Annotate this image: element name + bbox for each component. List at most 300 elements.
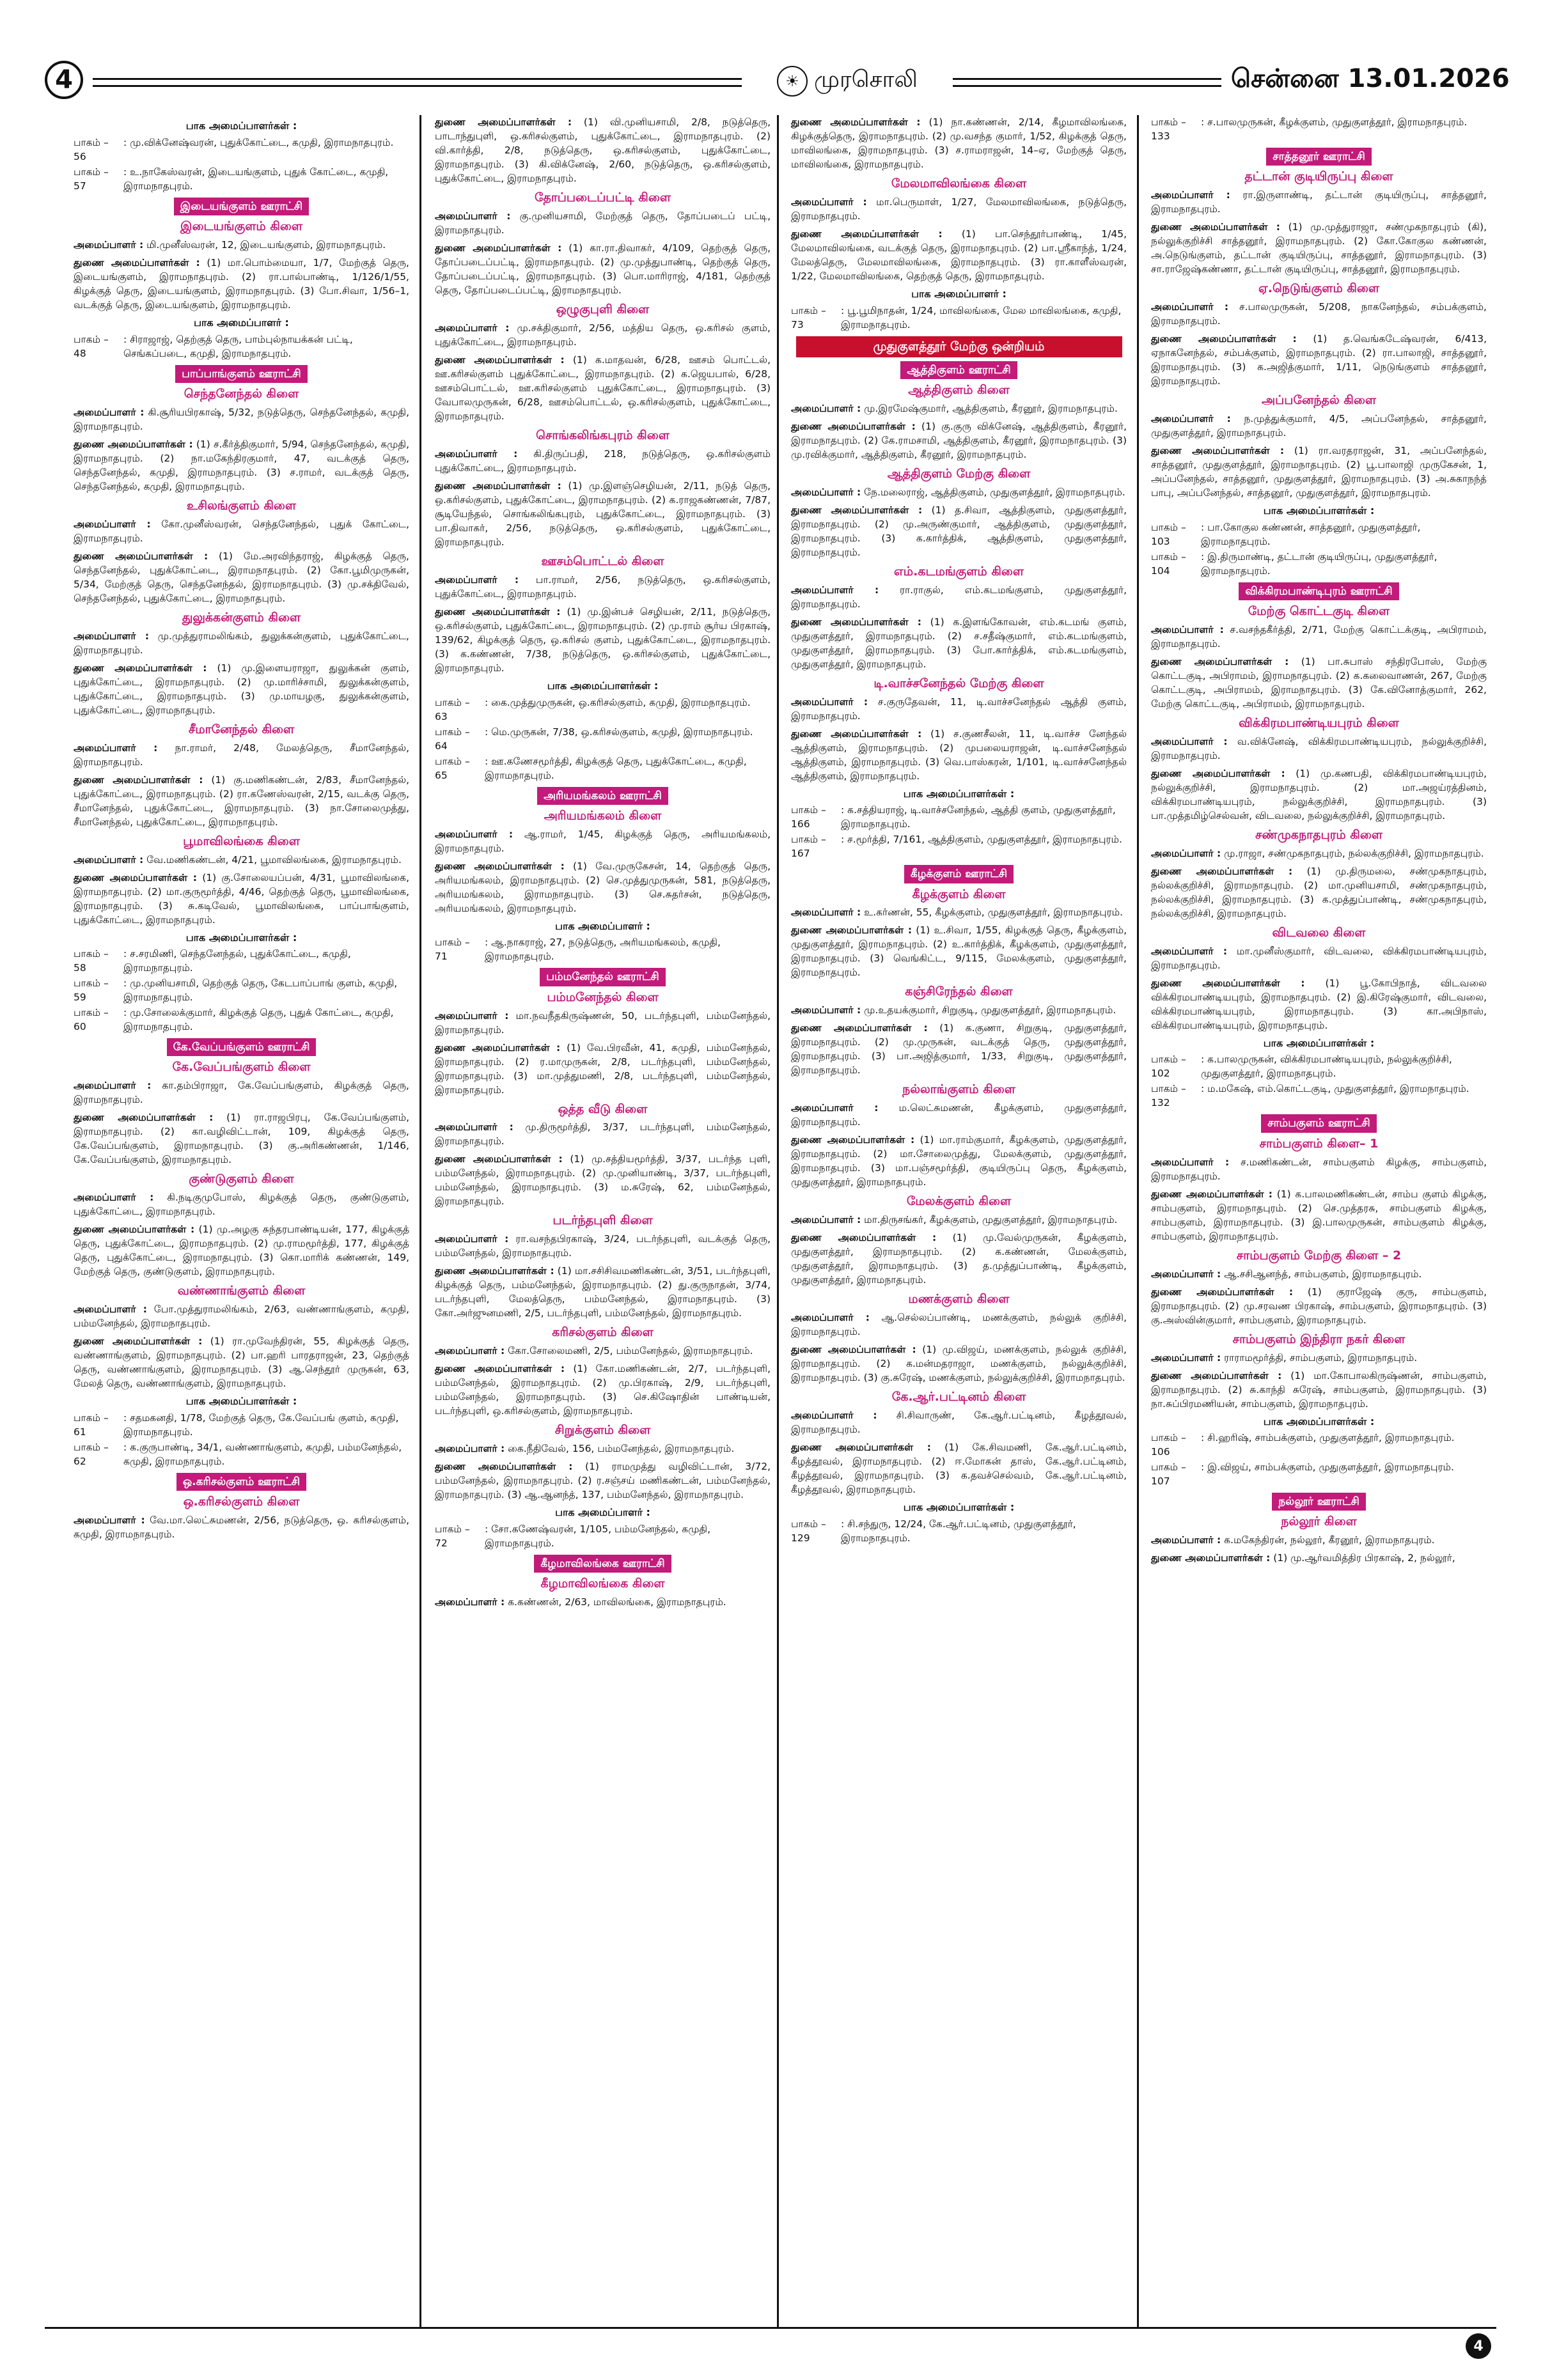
booth-heading: பாக அமைப்பாளர்கள் : [903, 787, 1015, 800]
role-label: அமைப்பாளர் : [791, 906, 861, 919]
role-label: துணை அமைப்பாளர்கள் : [791, 727, 922, 740]
booth-row [74, 947, 409, 975]
booth-row [435, 935, 771, 963]
organizer-entry [435, 1459, 771, 1502]
branch-heading: டி.வாச்சனேந்தல் மேற்கு கிளை [873, 676, 1044, 690]
organizer-details: (1) மா.சசிசிவமணிகண்டன், 3/51, படர்ந்தபுளி, கிழக்குத் தெரு, பம்மனேந்தல், இராமநாதபுரம். (2) து.குருநாதன், 3/74, படர்ந்தபுளி, மேலத்தெரு, பம்மனேந்தல், இராமநாதபுரம். (3) கோ.அர்ஜுனமணி, 2/5, படர்ந்தபுளி, பம்மனேந்தல், இராமநாதபுரம். [435, 1265, 771, 1319]
booth-organizer: : இ.விஜய், சாம்பக்குளம், முதுகுளத்தூர், இராமநாதபுரம். [1201, 1461, 1454, 1474]
branch-heading: நல்லூர் கிளை [1281, 1514, 1357, 1529]
role-label: அமைப்பாளர் : [1151, 301, 1229, 313]
booth-organizers-block [1151, 1415, 1487, 1489]
booth-number: பாகம் – 104 [1151, 550, 1186, 577]
booth-organizer: : ம.மகேஷ், எம்.கொட்டகுடி, முதுகுளத்தூர், இராமநாதபுரம். [1201, 1083, 1469, 1095]
footer-page-number: 4 [1466, 2333, 1491, 2359]
organizer-entry [791, 1133, 1127, 1189]
booth-row [435, 725, 771, 753]
booth-organizer: : சதமகனதி, 1/78, மேற்குத் தெரு, கே.வேப்பங் குளம், கமுதி, இராமநாதபுரம். [123, 1412, 399, 1438]
branch-heading: கே.ஆர்.பட்டினம் கிளை [891, 1390, 1026, 1404]
booth-row [1151, 115, 1487, 143]
booth-organizer: : மெ.முருகன், 7/38, ஒ.கரிசல்குளம், கமுதி, இராமநாதபுரம். [485, 726, 753, 738]
branch-heading: பம்மனேந்தல் கிளை [547, 990, 659, 1004]
organizer-details: (1) மு.சத்தியமூர்த்தி, 3/37, படர்ந்த புளி, பம்மனேந்தல், இராமநாதபுரம். (2) மு.முனியாண்டி, 3/37, படர்ந்தபுளி, பம்மனேந்தல், இராமநாதபுரம். (3) ம.சுரேஷ், 62, பம்மனேந்தல், இராமநாதபுரம். [435, 1153, 771, 1208]
organizer-details: (1) மு.கணபதி, விக்கிரமபாண்டியபுரம், நல்லுக்குறிச்சி, இராமநாதபுரம். (2) மா.அஜய்ரத்தினம், விக்கிரமபாண்டியபுரம், நல்லுக்குறிச்சி, இராமநாதபுரம். (3) பா.முத்தமிழ்செல்வன், விடவலை, நல்லுக்குறிச்சி, இராமநாதபுரம். [1151, 767, 1487, 821]
role-label: துணை அமைப்பாளர்கள் : [435, 1041, 561, 1054]
booth-row [74, 332, 409, 361]
organizer-details: கா.தம்பிராஜா, கே.வேப்பங்குளம், கிழக்குத் தெரு, இராமநாதபுரம். [74, 1080, 409, 1106]
role-label: அமைப்பாளர் : [74, 238, 144, 251]
booth-heading: பாக அமைப்பாளர்கள் : [547, 679, 659, 692]
organizer-details: (1) க.குணா, சிறுகுடி, முதுகுளத்தூர், இராமநாதபுரம். (2) மு.முருகன், வடக்குத் தெரு, முதுகுளத்தூர், இராமநாதபுரம். (3) பா.அஜித்குமார், 1/33, சிறுகுடி, முதுகுளத்தூர், இராமநாதபுரம். [791, 1022, 1127, 1077]
organizer-entry [435, 573, 771, 601]
booth-heading: பாக அமைப்பாளர் : [555, 919, 650, 932]
organizer-entry [435, 1009, 771, 1037]
organizer-entry [435, 1442, 771, 1456]
organizer-entry [791, 1440, 1127, 1497]
role-label: அமைப்பாளர் : [74, 1303, 148, 1316]
branch-heading: விடவலை கிளை [1272, 925, 1366, 940]
organizer-entry [1151, 976, 1487, 1032]
branch-heading: ஒ.கரிசல்குளம் கிளை [183, 1495, 300, 1509]
organizer-entry [791, 1213, 1127, 1227]
role-label: அமைப்பாளர் : [791, 486, 861, 498]
role-label: துணை அமைப்பாளர்கள் : [1151, 655, 1289, 667]
organizer-entry [435, 827, 771, 855]
role-label: அமைப்பாளர் : [435, 1121, 513, 1133]
booth-organizers-block [435, 1505, 771, 1550]
organizer-entry [435, 859, 771, 915]
organizer-details: (1) பூ.கோபிநாத், விடவலை விக்கிரமபாண்டியபுரம், இராமநாதபுரம். (2) இ.கிரேஷ்குமார், விடவலை, விக்கிரமபாண்டியபுரம், இராமநாதபுரம். (3) கா.அபிநாஸ், விக்கிரமபாண்டியபுரம், இராமநாதபுரம். [1151, 977, 1487, 1031]
organizer-details: மா.முனீஸ்குமார், விடவலை, விக்கிரமபாண்டியபுரம், இராமநாதபுரம். [1151, 945, 1487, 971]
organizer-entry [1151, 1155, 1487, 1183]
organizer-details: பா.ராமர், 2/56, நடுத்தெரு, ஒ.கரிசல்குளம், புதுக்கோட்டை, இராமநாதபுரம். [435, 573, 771, 600]
organizer-details: நா.ராமர், 2/48, மேலத்தெரு, சீமானேந்தல், இராமநாதபுரம். [74, 742, 409, 768]
booth-organizers-block [791, 787, 1127, 861]
booth-organizers-block [74, 119, 409, 193]
organizer-details: (1) மு.இளஞ்செழியன், 2/11, நடுத் தெரு, ஒ.கரிசல்குளம், புதுக்கோட்டை, இராமநாதபுரம். (2) க.ராஜகண்ணன், 7/87, சூடியேந்தல், சொங்கலிங்கபுரம், புதுக்கோட்டை, இராமநாதபுரம். (3) பா.திவாகர், 2/56, நடுத்தெரு, ஒ.கரிசல்குளம், புதுக்கோட்டை, இராமநாதபுரம். [435, 479, 771, 548]
role-label: துணை அமைப்பாளர்கள் : [1151, 221, 1280, 233]
branch-heading: ஆத்திகுளம் மேற்கு கிளை [887, 466, 1031, 481]
booth-organizer: : க.சத்தியராஜ், டி.வாச்சனேந்தல், ஆத்தி குளம், முதுகுளத்தூர், இராமநாதபுரம். [841, 804, 1116, 830]
branch-heading: சாம்பகுளம் மேற்கு கிளை – 2 [1236, 1248, 1402, 1263]
organizer-entry [435, 1264, 771, 1320]
organizer-entry [74, 256, 409, 312]
branch-heading: இடையங்குளம் கிளை [180, 219, 303, 233]
role-label: துணை அமைப்பாளர்கள் : [791, 1232, 937, 1244]
organizer-details: (1) மு.விஜய், மணக்குளம், நல்லுக் குறிச்சி, இராமநாதபுரம். (2) க.மன்மதராஜா, மணக்குளம், நல்லுக்குறிச்சி, இராமநாதபுரம். (3) கு.சுரேஷ், மணக்குளம், நல்லுக்குறிச்சி, இராமநாதபுரம். [791, 1344, 1127, 1384]
booth-heading: பாக அமைப்பாளர்கள் : [185, 931, 297, 944]
booth-row [435, 1522, 771, 1550]
organizer-entry [791, 1021, 1127, 1077]
column-1 [74, 115, 409, 2327]
organizer-entry [74, 773, 409, 829]
panchayat-heading: சாத்தனூர் ஊராட்சி [1266, 148, 1372, 166]
panchayat-heading: கே.வேப்பங்குளம் ஊராட்சி [167, 1038, 317, 1056]
booth-organizer: : கை.முத்துமுருகன், ஒ.கரிசல்குளம், கமுதி, இராமநாதபுரம். [485, 696, 751, 708]
organizer-details: (1) மா.ராம்குமார், கீழக்குளம், முதுகுளத்தூர், இராமநாதபுரம். (2) மா.சோலைமுத்து, மேலக்குளம், முதுகுளத்தூர், இராமநாதபுரம். (3) மா.பஞ்சமூர்த்தி, குடியிருப்பு தெரு, கீழக்குளம், முதுகுளத்தூர், இராமநாதபுரம். [791, 1134, 1127, 1188]
organizer-details: மி.முனீஸ்வரன், 12, இடையங்குளம், இராமநாதபுரம். [143, 238, 386, 251]
booth-number: பாகம் – 167 [791, 834, 826, 860]
role-label: அமைப்பாளர் : [791, 584, 879, 596]
organizer-entry [1151, 1351, 1487, 1365]
organizer-details: (1) ரா.வரதராஜன், 31, அப்பனேந்தல், சாத்தனூர், முதுகுளத்தூர், இராமநாதபுரம். (2) பூ.பாலாஜி முருகேசன், 1, அப்பனேந்தல், சாத்தனூர், முதுகுளத்தூர், இராமநாதபுரம். (3) அ.சுகாநந்த் பாபு, அப்பனேந்தல், சாத்தனூர், முதுகுளத்தூர், இராமநாதபுரம். [1151, 445, 1487, 499]
panchayat-heading: சாம்பகுளம் ஊராட்சி [1261, 1114, 1376, 1132]
role-label: அமைப்பாளர் : [1151, 945, 1228, 957]
organizer-details: உ.கர்ணன், 55, கீழக்குளம், முதுகுளத்தூர், இராமநாதபுரம். [861, 906, 1124, 919]
role-label: அமைப்பாளர் : [435, 1345, 505, 1357]
booth-number: பாகம் – 61 [74, 1412, 109, 1438]
organizer-details: க.கண்ணன், 2/63, மாவிலங்கை, இராமநாதபுரம். [505, 1596, 726, 1608]
role-label: துணை அமைப்பாளர்கள் : [1151, 1188, 1273, 1200]
organizer-details: வே.மணிகண்டன், 4/21, பூமாவிலங்கை, இராமநாதபுரம். [143, 853, 402, 866]
organizer-entry [435, 1595, 771, 1609]
organizer-details: ராராமமூர்த்தி, சாம்பகுளம், இராமநாதபுரம். [1221, 1351, 1418, 1364]
role-label: துணை அமைப்பாளர்கள் : [435, 605, 561, 618]
role-label: அமைப்பாளர் : [1151, 1351, 1221, 1364]
organizer-entry [791, 615, 1127, 671]
role-label: துணை அமைப்பாளர்கள் : [74, 662, 207, 674]
organizer-entry [435, 353, 771, 423]
role-label: துணை அமைப்பாளர்கள் : [791, 504, 923, 516]
role-label: துணை அமைப்பாளர்கள் : [791, 1022, 928, 1034]
organizer-details: (1) மு.இன்பச் செழியன், 2/11, நடுத்தெரு, ஒ.கரிசல்குளம், புதுக்கோட்டை, இராமநாதபுரம். (2) மு.ராம் சூர்ய பிரகாஷ், 139/62, கிழக்குத் தெரு, ஒ.கரிசல் குளம், புதுக்கோட்டை, இராமநாதபுரம். (3) க.கண்ணன், 7/38, நடுத்தெரு, ஒ.கரிசல்குளம், புதுக்கோட்டை, இராமநாதபுரம். [435, 605, 771, 674]
organizer-entry [1151, 1267, 1487, 1281]
booth-number: பாகம் – 103 [1151, 521, 1186, 547]
booth-number: பாகம் – 102 [1151, 1054, 1186, 1080]
organizer-entry [74, 661, 409, 717]
organizer-details: (1) கு.மணிகண்டன், 2/83, சீமானேந்தல், புதுக்கோட்டை, இராமநாதபுரம். (2) ரா.கணேஸ்வரன், 2/15, வடக்கு தெரு, சீமானேந்தல், புதுக்கோட்டை, இராமநாதபுரம். (3) நா.சோலைமுத்து, சீமானேந்தல், புதுக்கோட்டை, இராமநாதபுரம். [74, 774, 409, 828]
organizer-entry [435, 1152, 771, 1208]
branch-heading: சாம்பகுளம் கிளை– 1 [1259, 1136, 1379, 1151]
panchayat-heading: ஒ.கரிசல்குளம் ஊராட்சி [176, 1473, 306, 1491]
booth-heading: பாக அமைப்பாளர்கள் : [185, 1395, 297, 1408]
role-label: துணை அமைப்பாளர்கள் : [74, 438, 193, 450]
role-label: துணை அமைப்பாளர்கள் : [74, 774, 203, 786]
branch-heading: கஞ்சிரேந்தல் கிளை [905, 984, 1013, 999]
role-label: துணை அமைப்பாளர்கள் : [791, 420, 916, 432]
booth-organizers-block [74, 1394, 409, 1468]
organizer-details: (1) கு.குரு விக்னேஷ், ஆத்திகுளம், கீரனூர், இராமநாதபுரம். (2) கே.ராமசாமி, ஆத்திகுளம், கீரனூர், இராமநாதபுரம். (3) மு.ரவிக்குமார், ஆத்திகுளம், கீரனூர், இராமநாதபுரம். [791, 420, 1127, 460]
booth-heading: பாக அமைப்பாளர்கள் : [1263, 504, 1375, 517]
organizer-details: (1) மே.அரவிந்தராஜ், கிழக்குத் தெரு, செந்தனேந்தல், புதுக்கோட்டை, இராமநாதபுரம். (2) கோ.பூமிமுருகன், 5/34, மேற்குத் தெரு, செந்தனேந்தல், இராமநாதபுரம். (3) மு.சக்திவேல், செந்தனேந்தல், புதுக்கோட்டை, இராமநாதபுரம். [74, 550, 409, 604]
booth-organizers-block [1151, 504, 1487, 578]
organizer-details: கோ.சோலைமணி, 2/5, பம்மனேந்தல், இராமநாதபுரம். [505, 1345, 753, 1357]
panchayat-heading: பம்மனேந்தல் ஊராட்சி [540, 968, 665, 986]
branch-heading: மேலமாவிலங்கை கிளை [891, 176, 1027, 191]
booth-row [1151, 520, 1487, 548]
header-rule-right [953, 78, 1221, 87]
booth-row [74, 1411, 409, 1439]
role-label: துணை அமைப்பாளர்கள் : [1151, 977, 1305, 989]
role-label: அமைப்பாளர் : [435, 828, 513, 840]
organizer-entry [791, 1101, 1127, 1129]
booth-row [791, 832, 1127, 860]
booth-organizers-block [791, 287, 1127, 332]
organizer-details: (1) க.பாலமணிகண்டன், சாம்ப குளம் கிழக்கு, சாம்பகுளம், இராமநாதபுரம். (2) செ.முத்தரசு, சாம்பகுளம் கிழக்கு, சாம்பகுளம், இராமநாதபுரம். (3) இ.பாலமுருகன், சாம்பகுளம் கிழக்கு, சாம்பகுளம், இராமநாதபுரம். [1151, 1188, 1487, 1242]
booth-organizers-block [1151, 1036, 1487, 1110]
role-label: துணை அமைப்பாளர்கள் : [435, 1461, 573, 1473]
role-label: அமைப்பாளர் : [1151, 1268, 1221, 1280]
booth-organizer: : ஆ.நாகராஜ், 27, நடுத்தெரு, அரியமங்கலம், கமுதி, இராமநாதபுரம். [485, 937, 721, 963]
booth-organizers-block [791, 1500, 1127, 1545]
branch-heading: குண்டுகுளம் கிளை [189, 1172, 294, 1186]
organizer-details: கி.திருப்பதி, 218, நடுத்தெரு, ஒ.கரிசல்குளம் புதுக்கோட்டை, இராமநாதபுரம். [435, 447, 771, 474]
booth-organizers-block [1151, 115, 1487, 143]
organizer-details: (1) கு.சோலையப்பன், 4/31, பூமாவிலங்கை, இராமநாதபுரம். (2) மா.குருமூர்த்தி, 4/46, தெற்குத் தெரு, பூமாவிலங்கை, இராமநாதபுரம். (3) சு.கடிவேல், பூமாவிலங்கை, பாப்பாங்குளம், புதுக்கோட்டை, இராமநாதபுரம். [74, 871, 409, 926]
branch-heading: ஏ.நெடுங்குளம் கிளை [1258, 281, 1380, 296]
organizer-entry [1151, 1187, 1487, 1243]
organizer-entry [74, 871, 409, 927]
organizer-entry [1151, 655, 1487, 711]
organizer-details: (1) பா.செந்தூர்பாண்டி, 1/45, மேலமாவிலங்கை, வடக்குத் தெரு, இராமநாதபுரம். (2) பா.ஸ்ரீகாந்த், 1/24, மேலத்தெரு, மேலமாவிலங்கை, இராமநாதபுரம். (3) ரா.காளீஸ்வரன், 1/22, மேலமாவிலங்கை, தெற்குத் தெரு, இராமநாதபுரம். [791, 228, 1127, 282]
organizer-details: (1) உ.சிவா, 1/55, கிழக்குத் தெரு, கீழக்குளம், முதுகுளத்தூர், இராமநாதபுரம். (2) உ.கார்த்திக், கீழக்குளம், முதுகுளத்தூர், இராமநாதபுரம். (3) வெங்கிட்ட, 9/115, மேலக்குளம், முதுகுளத்தூர், இராமநாதபுரம். [791, 924, 1127, 979]
booth-organizer: : க.குருபாண்டி, 34/1, வண்ணாங்குளம், கமுதி, பம்மனேந்தல், கமுதி, இராமநாதபுரம். [123, 1441, 402, 1467]
booth-number: பாகம் – 129 [791, 1518, 826, 1544]
organizer-details: மா.நவநீதகிருஷ்ணன், 50, படர்ந்தபுளி, பம்மனேந்தல், இராமநாதபுரம். [435, 1009, 771, 1036]
booth-organizers-block [435, 919, 771, 964]
column-divider [419, 115, 421, 2327]
booth-row [1151, 550, 1487, 578]
booth-number: பாகம் – 62 [74, 1441, 109, 1467]
organizer-entry [791, 1342, 1127, 1385]
organizer-details: (1) மு.திருமலை, சண்முகநாதபுரம், நல்லக்குறிச்சி, இராமநாதபுரம். (2) மா.முனியசாமி, சண்முகநாதபுரம், நல்லக்குறிச்சி, இராமநாதபுரம். (3) க.முத்துப்பாண்டி, சண்முகநாதபுரம், நல்லக்குறிச்சி, இராமநாதபுரம். [1151, 865, 1487, 919]
organizer-entry [1151, 864, 1487, 921]
masthead-title: முரசொலி [814, 66, 918, 93]
organizer-entry [435, 241, 771, 297]
organizer-entry [74, 853, 409, 867]
role-label: அமைப்பாளர் : [1151, 623, 1224, 635]
booth-organizer: : ச.சரமிணி, செந்தனேந்தல், புதுக்கோட்டை, கமுதி, இராமநாதபுரம். [123, 948, 351, 974]
role-label: துணை அமைப்பாளர்கள் : [74, 871, 197, 883]
panchayat-heading: கீழமாவிலங்கை ஊராட்சி [534, 1555, 671, 1573]
organizer-entry [74, 1513, 409, 1541]
booth-heading: பாக அமைப்பாளர்கள் : [903, 1501, 1015, 1514]
organizer-details: (1) மு.அழகு சுந்தரபாண்டியன், 177, கிழக்குத் தெரு, புதுக்கோட்டை, இராமநாதபுரம். (2) மு.ராமமூர்த்தி, 177, கிழக்குத் தெரு, புதுக்கோட்டை, இராமநாதபுரம். (3) கொ.மாரிக் கண்ணன், 149, மேற்குத் தெரு, குண்டுகுளம், இராமநாதபுரம். [74, 1224, 409, 1278]
role-label: அமைப்பாளர் : [435, 1443, 505, 1455]
organizer-entry [435, 1041, 771, 1097]
booth-organizer: : மு.சோலைக்குமார், கிழக்குத் தெரு, புதுக் கோட்டை, கமுதி, இராமநாதபுரம். [123, 1007, 394, 1033]
role-label: அமைப்பாளர் : [791, 402, 861, 414]
organizer-entry [1151, 1551, 1487, 1565]
booth-number: பாகம் – 58 [74, 948, 109, 974]
organizer-entry [791, 905, 1127, 919]
role-label: துணை அமைப்பாளர்கள் : [435, 116, 572, 128]
organizer-entry [1151, 444, 1487, 500]
role-label: அமைப்பாளர் : [435, 573, 519, 586]
panchayat-heading: கீழக்குளம் ஊராட்சி [904, 865, 1014, 883]
branch-heading: கீழமாவிலங்கை கிளை [540, 1576, 665, 1591]
branch-heading: செந்தனேந்தல் கிளை [184, 386, 299, 401]
organizer-entry [791, 485, 1127, 499]
organizer-entry [791, 1408, 1127, 1436]
branch-heading: ஒத்த வீடு கிளை [558, 1101, 648, 1116]
page-header [45, 61, 1510, 105]
booth-number: பாகம் – 59 [74, 977, 109, 1004]
organizer-entry [791, 583, 1127, 611]
organizer-entry [435, 1344, 771, 1358]
booth-organizer: : ச.மூர்த்தி, 7/161, ஆத்திகுளம், முதுகுளத்தூர், இராமநாதபுரம். [841, 834, 1122, 846]
branch-heading: துலுக்கன்குளம் கிளை [182, 610, 301, 625]
role-label: துணை அமைப்பாளர்கள் : [791, 116, 921, 128]
booth-organizer: : ஊ.கணேசமூர்த்தி, கிழக்குத் தெரு, புதுக்கோட்டை, கமுதி, இராமநாதபுரம். [485, 755, 747, 781]
role-label: அமைப்பாளர் : [1151, 1156, 1230, 1168]
organizer-details: மா.பெருமாள், 1/27, மேலமாவிலங்கை, நடுத்தெரு, இராமநாதபுரம். [791, 196, 1127, 222]
organizer-details: மு.உதயக்குமார், சிறுகுடி, முதுகுளத்தூர், இராமநாதபுரம். [861, 1004, 1116, 1016]
organizer-entry [74, 1222, 409, 1279]
booth-heading: பாக அமைப்பாளர்கள் : [185, 120, 297, 132]
branch-heading: அப்பனேந்தல் கிளை [1262, 393, 1376, 408]
role-label: அமைப்பாளர் : [1151, 413, 1231, 425]
booth-organizer: : ச.பாலமுருகன், கீழக்குளம், முதுகுளத்தூர், இராமநாதபுரம். [1201, 116, 1468, 128]
booth-organizer: : பூ.பூமிநாதன், 1/24, மாவிலங்கை, மேல மாவிலங்கை, கமுதி, இராமநாதபுரம். [841, 304, 1122, 331]
organizer-details: (1) ச.குணசீலன், 11, டி.வாச்ச னேந்தல் ஆத்திகுளம், இராமநாதபுரம். (2) முபலையராஜன், டி.வாச்சனேந்தல் ஆத்திகுளம், இராமநாதபுரம். (3) வெ.பாஸ்கரன், 1/101, டி.வாச்சனேந்தல் ஆத்திகுளம், இராமநாதபுரம். [791, 727, 1127, 782]
organizer-details: கி.சூரியபிரகாஷ், 5/32, நடுத்தெரு, செந்தனேந்தல், கமுதி, இராமநாதபுரம். [74, 406, 409, 432]
role-label: துணை அமைப்பாளர்கள் : [435, 354, 565, 366]
organizer-entry [435, 209, 771, 237]
organizer-entry [435, 1232, 771, 1260]
organizer-entry [435, 115, 771, 185]
organizer-details: (1) க.இளங்கோவன், எம்.கடமங் குளம், முதுகுளத்தூர், இராமநாதபுரம். (2) ச.சதீஷ்குமார், எம்.கடமங்குளம், முதுகுளத்தூர், இராமநாதபுரம். (3) போ.கார்த்திக், எம்.கடமங்குளம், முதுகுளத்தூர், இராமநாதபுரம். [791, 616, 1127, 670]
branch-heading: சாம்பகுளம் இந்திரா நகர் கிளை [1232, 1332, 1406, 1346]
organizer-details: (1) பா.சுபாஸ் சந்திரபோஸ், மேற்கு கொட்டகுடி, அபிராமம், இராமநாதபுரம். (2) க.கலைவாணன், 267, மேற்கு கொட்டகுடி, அபிராமம், இராமநாதபுரம். (3) கே.வினோத்குமார், 262, மேற்கு கொட்டகுடி, அபிராமம், இராமநாதபுரம். [1151, 655, 1487, 710]
branch-heading: வண்ணாங்குளம் கிளை [177, 1284, 306, 1298]
organizer-entry [1151, 300, 1487, 328]
organizer-entry [435, 605, 771, 675]
role-label: அமைப்பாளர் : [435, 1009, 509, 1022]
organizer-details: ம.லெட்சுமணன், கீழக்குளம், முதுகுளத்தூர், இராமநாதபுரம். [791, 1102, 1127, 1128]
masthead [745, 62, 950, 100]
panchayat-heading: இடையங்குளம் ஊராட்சி [174, 198, 309, 215]
branch-heading: மணக்குளம் கிளை [908, 1292, 1010, 1307]
organizer-entry [791, 727, 1127, 783]
role-label: துணை அமைப்பாளர்கள் : [1151, 1369, 1282, 1381]
organizer-details: க.மகேந்திரன், நல்லூர், கீரனூர், இராமநாதபுரம். [1221, 1534, 1435, 1546]
booth-number: பாகம் – 107 [1151, 1461, 1186, 1488]
organizer-entry [74, 437, 409, 494]
organizer-details: மு.சக்திகுமார், 2/56, மத்திய தெரு, ஒ.கரிசல் குளம், புதுக்கோட்டை, இராமநாதபுரம். [435, 322, 771, 348]
role-label: துணை அமைப்பாளர்கள் : [74, 550, 208, 562]
booth-row [74, 1006, 409, 1034]
organizer-entry [791, 419, 1127, 462]
organizer-entry [74, 1334, 409, 1390]
panchayat-heading: பாப்பாங்குளம் ஊராட்சி [175, 365, 307, 383]
organizer-entry [74, 1302, 409, 1330]
booth-row [791, 803, 1127, 831]
role-label: அமைப்பாளர் : [74, 853, 144, 866]
organizer-details: (1) க.மாதவன், 6/28, ஊசம் பொட்டல், ஊ.கரிசல்குளம் புதுக்கோட்டை, இராமநாதபுரம். (2) க.ஜெயபால், 6/28, ஊசம்பொட்டல், ஊ.கரிசல்குளம் புதுக்கோட்டை, இராமநாதபுரம். (3) வேபாலமுருகன், 6/28, ஊசம்பொட்டல், ஒ.கரிசல்குளம், புதுக்கோட்டை, இராமநாதபுரம். [435, 354, 771, 422]
header-rule-left [93, 78, 742, 87]
branch-heading: கரிசல்குளம் கிளை [552, 1325, 654, 1340]
footer-rule [45, 2327, 1496, 2329]
booth-row [1151, 1460, 1487, 1488]
booth-row [1151, 1082, 1487, 1110]
booth-heading: பாக அமைப்பாளர்கள் : [1263, 1415, 1375, 1427]
booth-organizer: : சி.சந்துரு, 12/24, கே.ஆர்.பட்டினம், முதுகுளத்தூர், இராமநாதபுரம். [841, 1518, 1076, 1544]
organizer-details: (1) ச.கீர்த்திகுமார், 5/94, செந்தனேந்தல், கமுதி, இராமநாதபுரம். (2) நா.மகேந்திரகுமார், 47, வடக்குத் தெரு, செந்தனேந்தல், கமுதி, இராமநாதபுரம். (3) ச.ராமர், வடக்குத் தெரு, செந்தனேந்தல், கமுதி, இராமநாதபுரம். [74, 438, 409, 492]
booth-organizer: : மு.முனியசாமி, தெற்குத் தெரு, கேடபாப்பாங் குளம், கமுதி, இராமநாதபுரம். [123, 977, 398, 1004]
booth-organizers-block [435, 679, 771, 782]
organizer-details: (1) ராமமுத்து வழிவிட்டான், 3/72, பம்மனேந்தல், இராமநாதபுரம். (2) ர.சஞ்சய் மணிகண்டன், பம்மனேந்தல், இராமநாதபுரம். (3) ஆ.ஆனந்த், 137, பம்மனேந்தல், இராமநாதபுரம். [435, 1461, 771, 1501]
organizer-details: வ.விக்னேஷ், விக்கிரமபாண்டியபுரம், நல்லுக்குறிச்சி, இராமநாதபுரம். [1151, 735, 1487, 761]
role-label: அமைப்பாளர் : [435, 447, 518, 460]
organizer-details: மா.திருசங்கர், கீழக்குளம், முதுகுளத்தூர், இராமநாதபுரம். [861, 1214, 1118, 1226]
role-label: அமைப்பாளர் : [791, 696, 868, 708]
organizer-entry [1151, 846, 1487, 860]
organizer-entry [791, 1311, 1127, 1339]
organizer-details: (1) மு.முத்துராஜா, சண்முகநாதபுரம் (கி), நல்லுக்குறிச்சி சாத்தனூர், இராமநாதபுரம். (2) கோ.கோகுல கண்ணன், அ.நெடுங்குளம், தட்டான் குடியிருப்பு, சாத்தனூர், இராமநாதபுரம். (3) சா.ராஜேஷ்கண்ணா, தட்டான் குடியிருப்பு, சாத்தனூர், இராமநாதபுரம். [1151, 221, 1487, 276]
organizer-details: மு.ராஜா, சண்முகநாதபுரம், நல்லக்குறிச்சி, இராமநாதபுரம். [1221, 847, 1484, 859]
role-label: அமைப்பாளர் : [74, 742, 158, 754]
organizer-details: ஆ.சசிஆனந்த், சாம்பகுளம், இராமநாதபுரம். [1221, 1268, 1422, 1280]
organizer-details: ந.முத்துக்குமார், 4/5, அப்பனேந்தல், சாத்தனூர், முதுகுளத்தூர், இராமநாதபுரம். [1151, 413, 1487, 439]
role-label: துணை அமைப்பாளர்கள் : [435, 479, 561, 492]
booth-row [1151, 1052, 1487, 1080]
organizer-details: ரா.ராகுல், எம்.கடமங்குளம், முதுகுளத்தூர், இராமநாதபுரம். [791, 584, 1127, 610]
organizer-details: (1) கா.ரா.திவாகர், 4/109, தெற்குத் தெரு, தோப்படைப்பட்டி, இராமநாதபுரம். (2) மு.முத்துபாண்டி, தெற்குத் தெரு, தோப்படைப்பட்டி, இராமநாதபுரம். (3) பொ.மாரிராஜ், 4/181, தெற்குத் தெரு, தோப்படைப்பட்டி, இராமநாதபுரம். [435, 242, 771, 296]
organizer-details: ச.பாலமுருகன், 5/208, நாகனேந்தல், சம்பக்குளம், இராமநாதபுரம். [1151, 301, 1487, 327]
role-label: துணை அமைப்பாளர்கள் : [1151, 333, 1297, 345]
organizer-details: கை.நீதிவேல், 156, பம்மனேந்தல், இராமநாதபுரம். [505, 1443, 735, 1455]
organizer-details: (1) ரா.முவேந்திரன், 55, கிழக்குத் தெரு, வண்ணாங்குளம், இராமநாதபுரம். (2) பா.ஹரி பாரதராஜன், 23, தெற்குத் தெரு, வண்ணாங்குளம், இராமநாதபுரம். (3) ஆ.செந்தூர் முருகன், 63, மேலத் தெரு, வண்ணாங்குளம், இராமநாதபுரம். [74, 1335, 409, 1390]
role-label: துணை அமைப்பாளர்கள் : [74, 1335, 203, 1348]
organizer-details: (1) வே.முருகேசன், 14, தெற்குத் தெரு, அரியமங்கலம், இராமநாதபுரம். (2) செ.முத்துமுருகன், 581, நடுத்தெரு, அரியமங்கலம், இராமநாதபுரம். (3) செ.சுதர்சன், நடுத்தெரு, அரியமங்கலம், இராமநாதபுரம். [435, 860, 771, 914]
role-label: துணை அமைப்பாளர்கள் : [74, 1112, 214, 1124]
organizer-entry [791, 401, 1127, 416]
role-label: அமைப்பாளர் : [74, 518, 151, 530]
column-3 [791, 115, 1127, 2327]
role-label: அமைப்பாளர் : [791, 1102, 879, 1114]
organizer-details: (1) த.வெங்கடேஷ்வரன், 6/413, ஏநாகனேந்தல், சம்பக்குளம், இராமநாதபுரம். (2) ரா.பாலாஜி, சாத்தனூர், இராமநாதபுரம். (3) க.அஜித்குமார், 1/11, நெடுங்குளம் சாத்தனூர், இராமநாதபுரம். [1151, 333, 1487, 387]
panchayat-heading: விக்கிரமபாண்டிபுரம் ஊராட்சி [1239, 582, 1398, 600]
branch-heading: ஊசம்பொட்டல் கிளை [541, 554, 664, 568]
branch-heading: உசிலங்குளம் கிளை [186, 498, 297, 513]
booth-organizer: : உ.நாகேஸ்வரன், இடையங்குளம், புதுக் கோட்டை, கமுதி, இராமநாதபுரம். [123, 166, 389, 192]
branch-heading: அரியமங்கலம் கிளை [544, 808, 662, 823]
booth-heading: பாக அமைப்பாளர் : [194, 316, 289, 329]
branch-heading: படர்ந்தபுளி கிளை [552, 1213, 653, 1228]
organizer-details: ரா.இருளாண்டி, தட்டான் குடியிருப்பு, சாத்தனூர், இராமநாதபுரம். [1151, 189, 1487, 215]
organizer-entry [74, 549, 409, 605]
role-label: துணை அமைப்பாளர்கள் : [1151, 1286, 1294, 1298]
branch-heading: நல்லாங்குளம் கிளை [902, 1082, 1015, 1097]
organizer-entry [74, 629, 409, 657]
organizer-entry [791, 115, 1127, 171]
organizer-details: கு.முனியசாமி, மேற்குத் தெரு, தோப்படைப் பட்டி, இராமநாதபுரம். [435, 210, 771, 236]
booth-organizer: : மு.விக்னேஷ்வரன், புதுக்கோட்டை, கமுதி, இராமநாதபுரம். [123, 136, 394, 148]
booth-number: பாகம் – 56 [74, 136, 109, 162]
booth-number: பாகம் – 106 [1151, 1432, 1186, 1458]
booth-row [74, 1440, 409, 1468]
role-label: துணை அமைப்பாளர்கள் : [74, 256, 200, 268]
organizer-details: மு.முத்துராமலிங்கம், துலுக்கன்குளம், புதுக்கோட்டை, இராமநாதபுரம். [74, 630, 409, 656]
role-label: அமைப்பாளர் : [791, 1410, 877, 1422]
panchayat-heading: அரியமங்கலம் ஊராட்சி [537, 787, 668, 805]
organizer-entry [74, 741, 409, 769]
booth-number: பாகம் – 57 [74, 166, 109, 192]
organizer-entry [74, 405, 409, 433]
organizer-entry [74, 517, 409, 545]
organizer-entry [74, 1078, 409, 1107]
organizer-details: சி.சிவாருண், கே.ஆர்.பட்டினம், கீழத்தூவல், இராமநாதபுரம். [791, 1410, 1127, 1436]
organizer-details: (1) கே.சிவமணி, கே.ஆர்.பட்டினம், கீழத்தூவல், இராமநாதபுரம். (2) ஈ.மோகன் தாஸ், கே.ஆர்.பட்டினம், கீழத்தூவல், இராமநாதபுரம். (3) க.தவச்செல்வம், கே.ஆர்.பட்டினம், கீழத்தூவல், இராமநாதபுரம். [791, 1442, 1127, 1496]
organizer-details: (1) மு.வேல்முருகன், கீழக்குளம், முதுகுளத்தூர், இராமநாதபுரம். (2) க.கண்ணன், மேலக்குளம், முதுகுளத்தூர், இராமநாதபுரம். (3) த.முத்துப்பாண்டி, கீழக்குளம், முதுகுளத்தூர், இராமநாதபுரம். [791, 1232, 1127, 1286]
booth-row [74, 976, 409, 1004]
organizer-details: ஆ.செல்லப்பாண்டி, மணக்குளம், நல்லுக் குறிச்சி, இராமநாதபுரம். [791, 1312, 1127, 1338]
booth-row [74, 136, 409, 164]
column-divider [777, 115, 779, 2327]
role-label: துணை அமைப்பாளர்கள் : [435, 242, 562, 254]
role-label: துணை அமைப்பாளர்கள் : [435, 860, 565, 872]
organizer-entry [1151, 735, 1487, 763]
